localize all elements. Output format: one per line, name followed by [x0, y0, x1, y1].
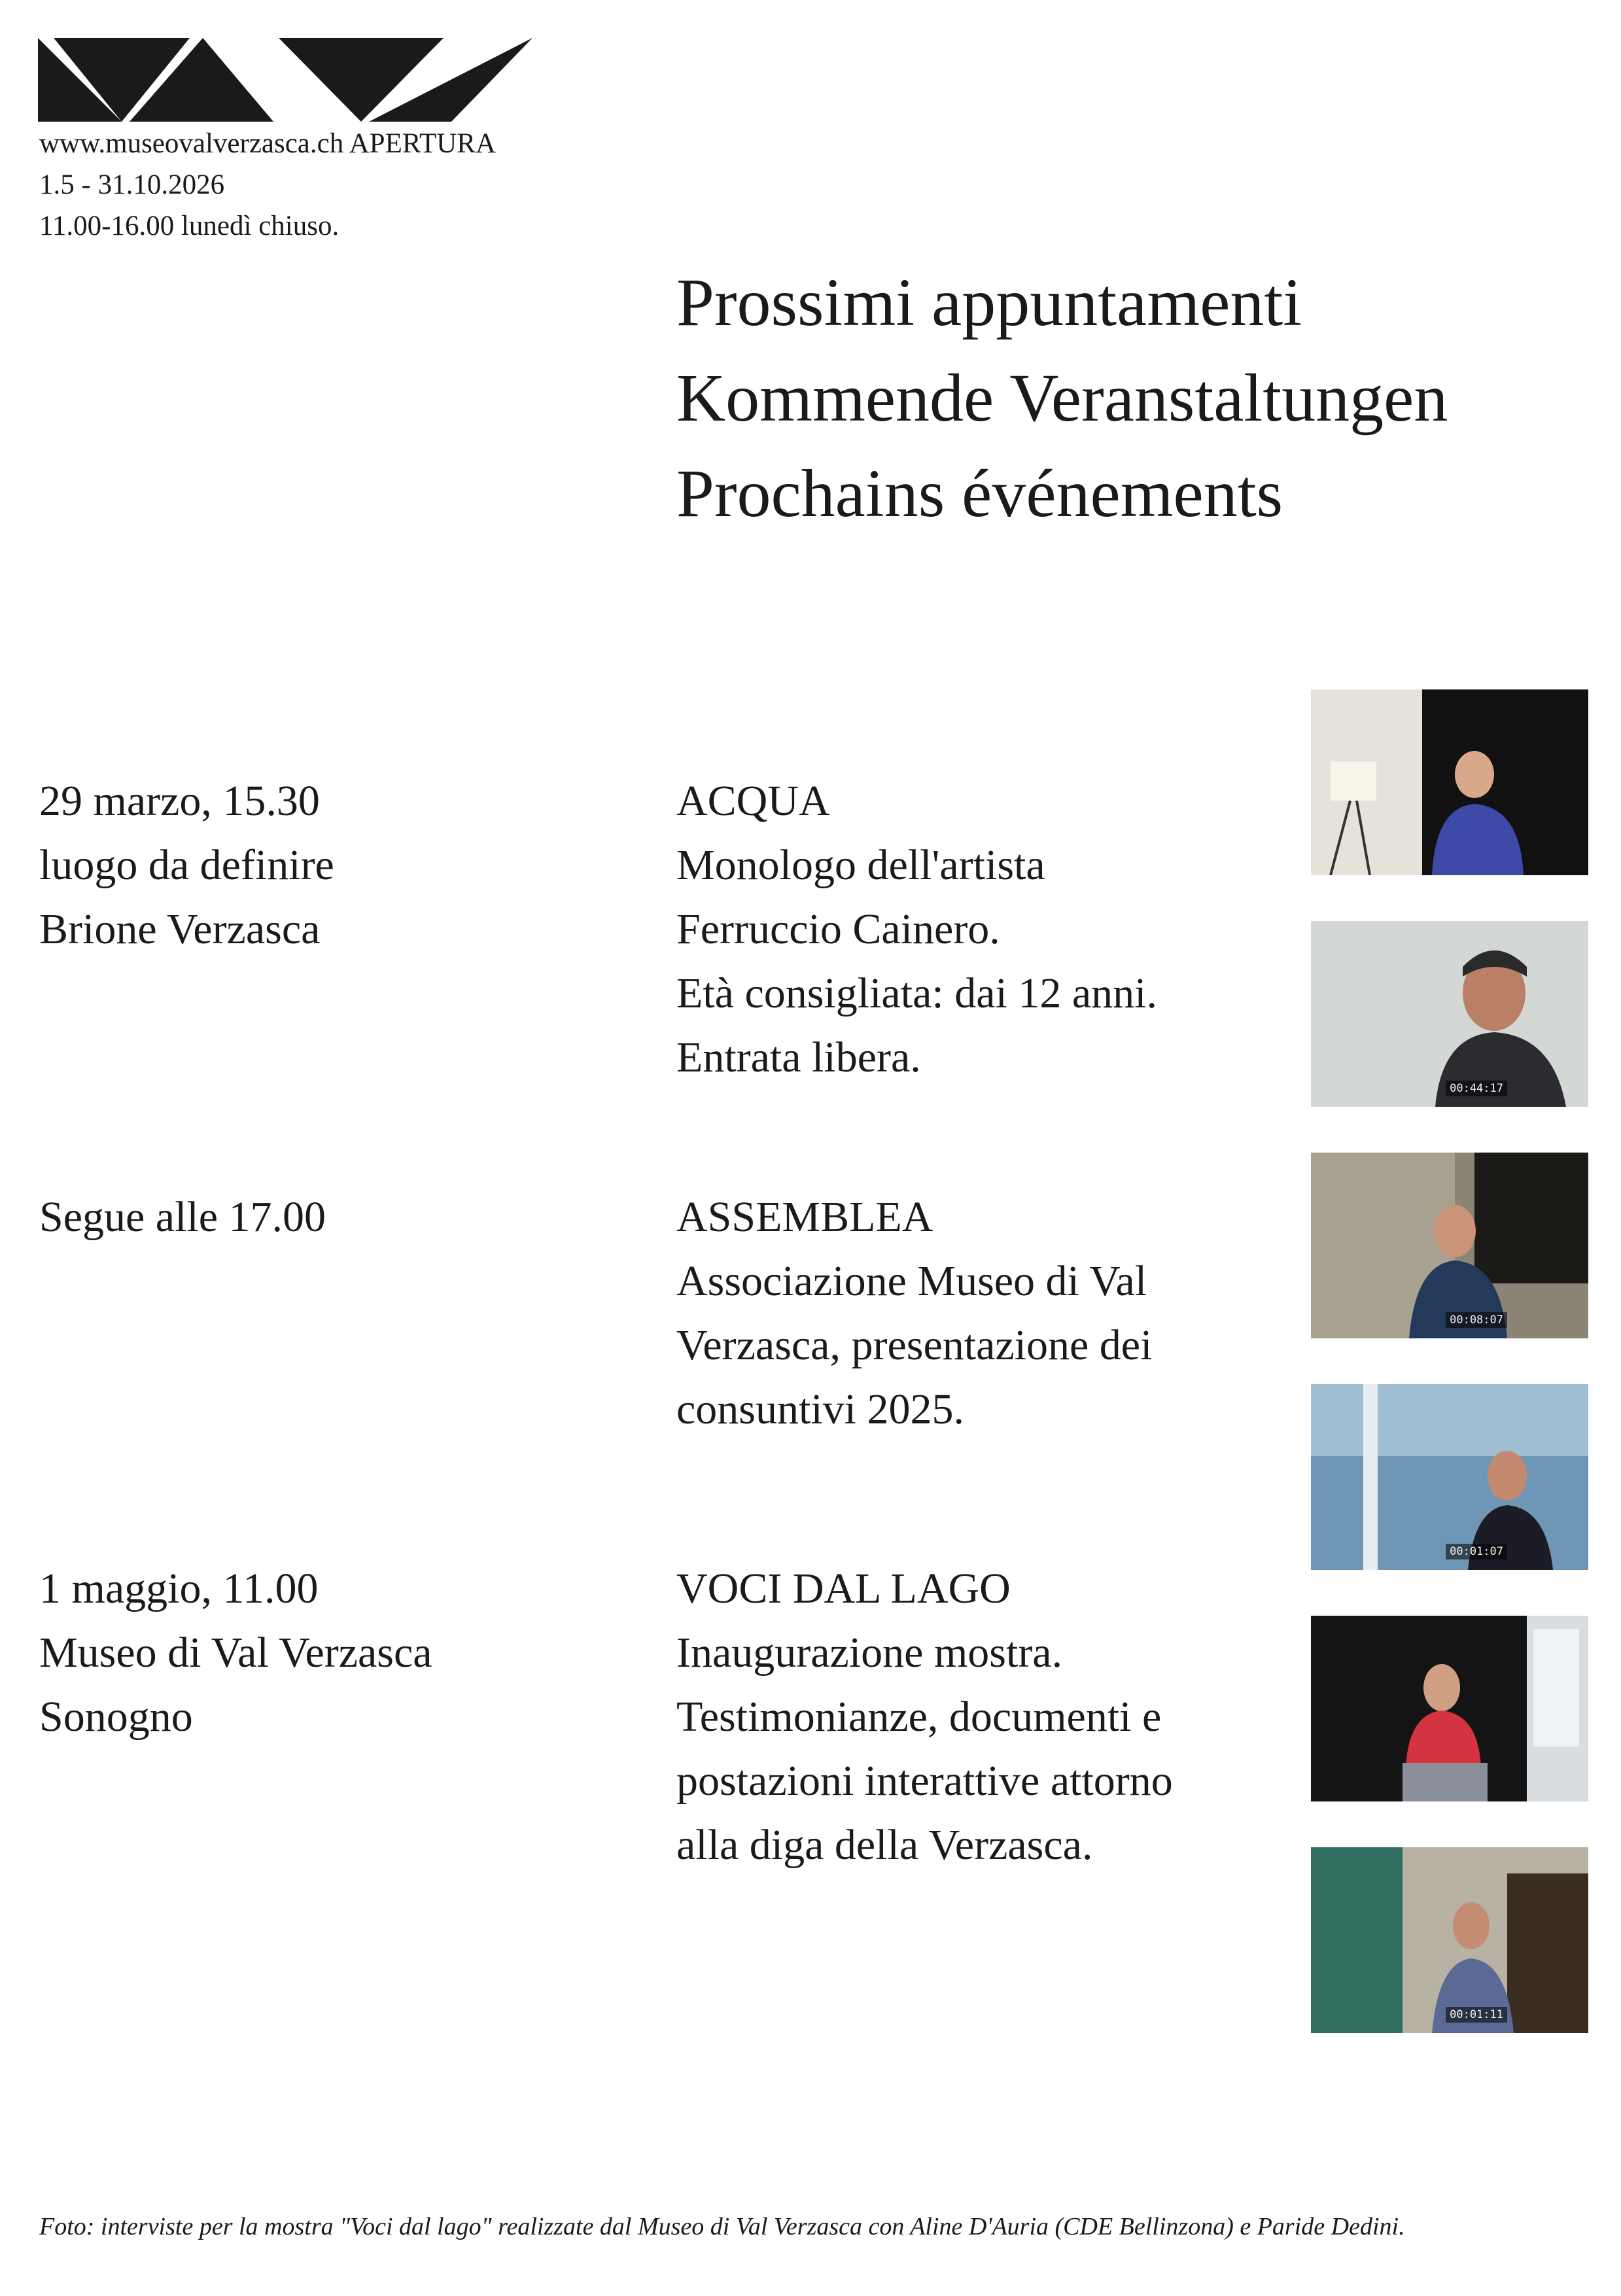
event-1-line: Entrata libera.	[676, 1034, 921, 1081]
photo-timecode: 00:01:07	[1446, 1544, 1507, 1559]
event-2-when-where	[39, 1185, 628, 1249]
photo-timecode: 00:08:07	[1446, 1312, 1507, 1328]
event-3-venue: Museo di Val Verzasca	[39, 1629, 432, 1677]
interview-photo-3	[1311, 1153, 1588, 1338]
event-1-description	[676, 769, 1298, 1090]
opening-dates-line: 1.5 - 31.10.2026	[39, 169, 225, 200]
heading-italian: Prossimi appuntamenti	[676, 265, 1302, 340]
interview-photo-2	[1311, 921, 1588, 1107]
event-2-line: consuntivi 2025.	[676, 1385, 964, 1433]
interview-photo-6	[1311, 1847, 1588, 2033]
event-3-line: Inaugurazione mostra.	[676, 1629, 1063, 1677]
event-3-line: postazioni interattive attorno	[676, 1757, 1173, 1805]
interview-photo-4	[1311, 1384, 1588, 1570]
event-3-line: Testimonianze, documenti e	[676, 1693, 1162, 1741]
event-3-title: VOCI DAL LAGO	[676, 1565, 1011, 1612]
event-2-line: Associazione Museo di Val	[676, 1257, 1147, 1305]
event-1-town: Brione Verzasca	[39, 905, 321, 953]
event-3-when-where	[39, 1557, 628, 1749]
event-3-town: Sonogno	[39, 1693, 193, 1741]
photo-timecode: 00:44:17	[1446, 1081, 1507, 1096]
event-1-line: Età consigliata: dai 12 anni.	[676, 969, 1157, 1017]
heading-french: Prochains événements	[676, 456, 1283, 531]
opening-hours-line: 11.00-16.00 lunedì chiuso.	[39, 211, 340, 241]
website-line: www.museovalverzasca.ch APERTURA	[39, 128, 496, 159]
museum-logo	[38, 38, 532, 122]
event-1-line: Monologo dell'artista	[676, 841, 1045, 889]
event-2-line: Verzasca, presentazione dei	[676, 1321, 1153, 1369]
event-2-time: Segue alle 17.00	[39, 1193, 326, 1241]
opening-info	[39, 123, 641, 247]
event-3-description	[676, 1557, 1298, 1877]
event-1-date: 29 marzo, 15.30	[39, 777, 320, 825]
interview-photo-1	[1311, 689, 1588, 875]
event-1-title: ACQUA	[676, 777, 830, 825]
event-1-line: Ferruccio Cainero.	[676, 905, 1000, 953]
photo-credits-caption: Foto: interviste per la mostra "Voci dal lago" realizzate dal Museo di Val Verzasca con Aline D'Auria (CDE Bellinzona) e Paride Dedini.	[39, 2213, 1405, 2240]
photo-timecode: 00:01:11	[1446, 2007, 1507, 2023]
event-3-line: alla diga della Verzasca.	[676, 1821, 1093, 1869]
heading-german: Kommende Veranstaltungen	[676, 360, 1448, 436]
event-2-description	[676, 1185, 1298, 1442]
event-1-venue: luogo da definire	[39, 841, 334, 889]
page-heading	[676, 255, 1579, 542]
event-2-title: ASSEMBLEA	[676, 1193, 933, 1241]
interview-photo-5	[1311, 1616, 1588, 1801]
event-3-date: 1 maggio, 11.00	[39, 1565, 319, 1612]
event-1-when-where	[39, 769, 628, 962]
